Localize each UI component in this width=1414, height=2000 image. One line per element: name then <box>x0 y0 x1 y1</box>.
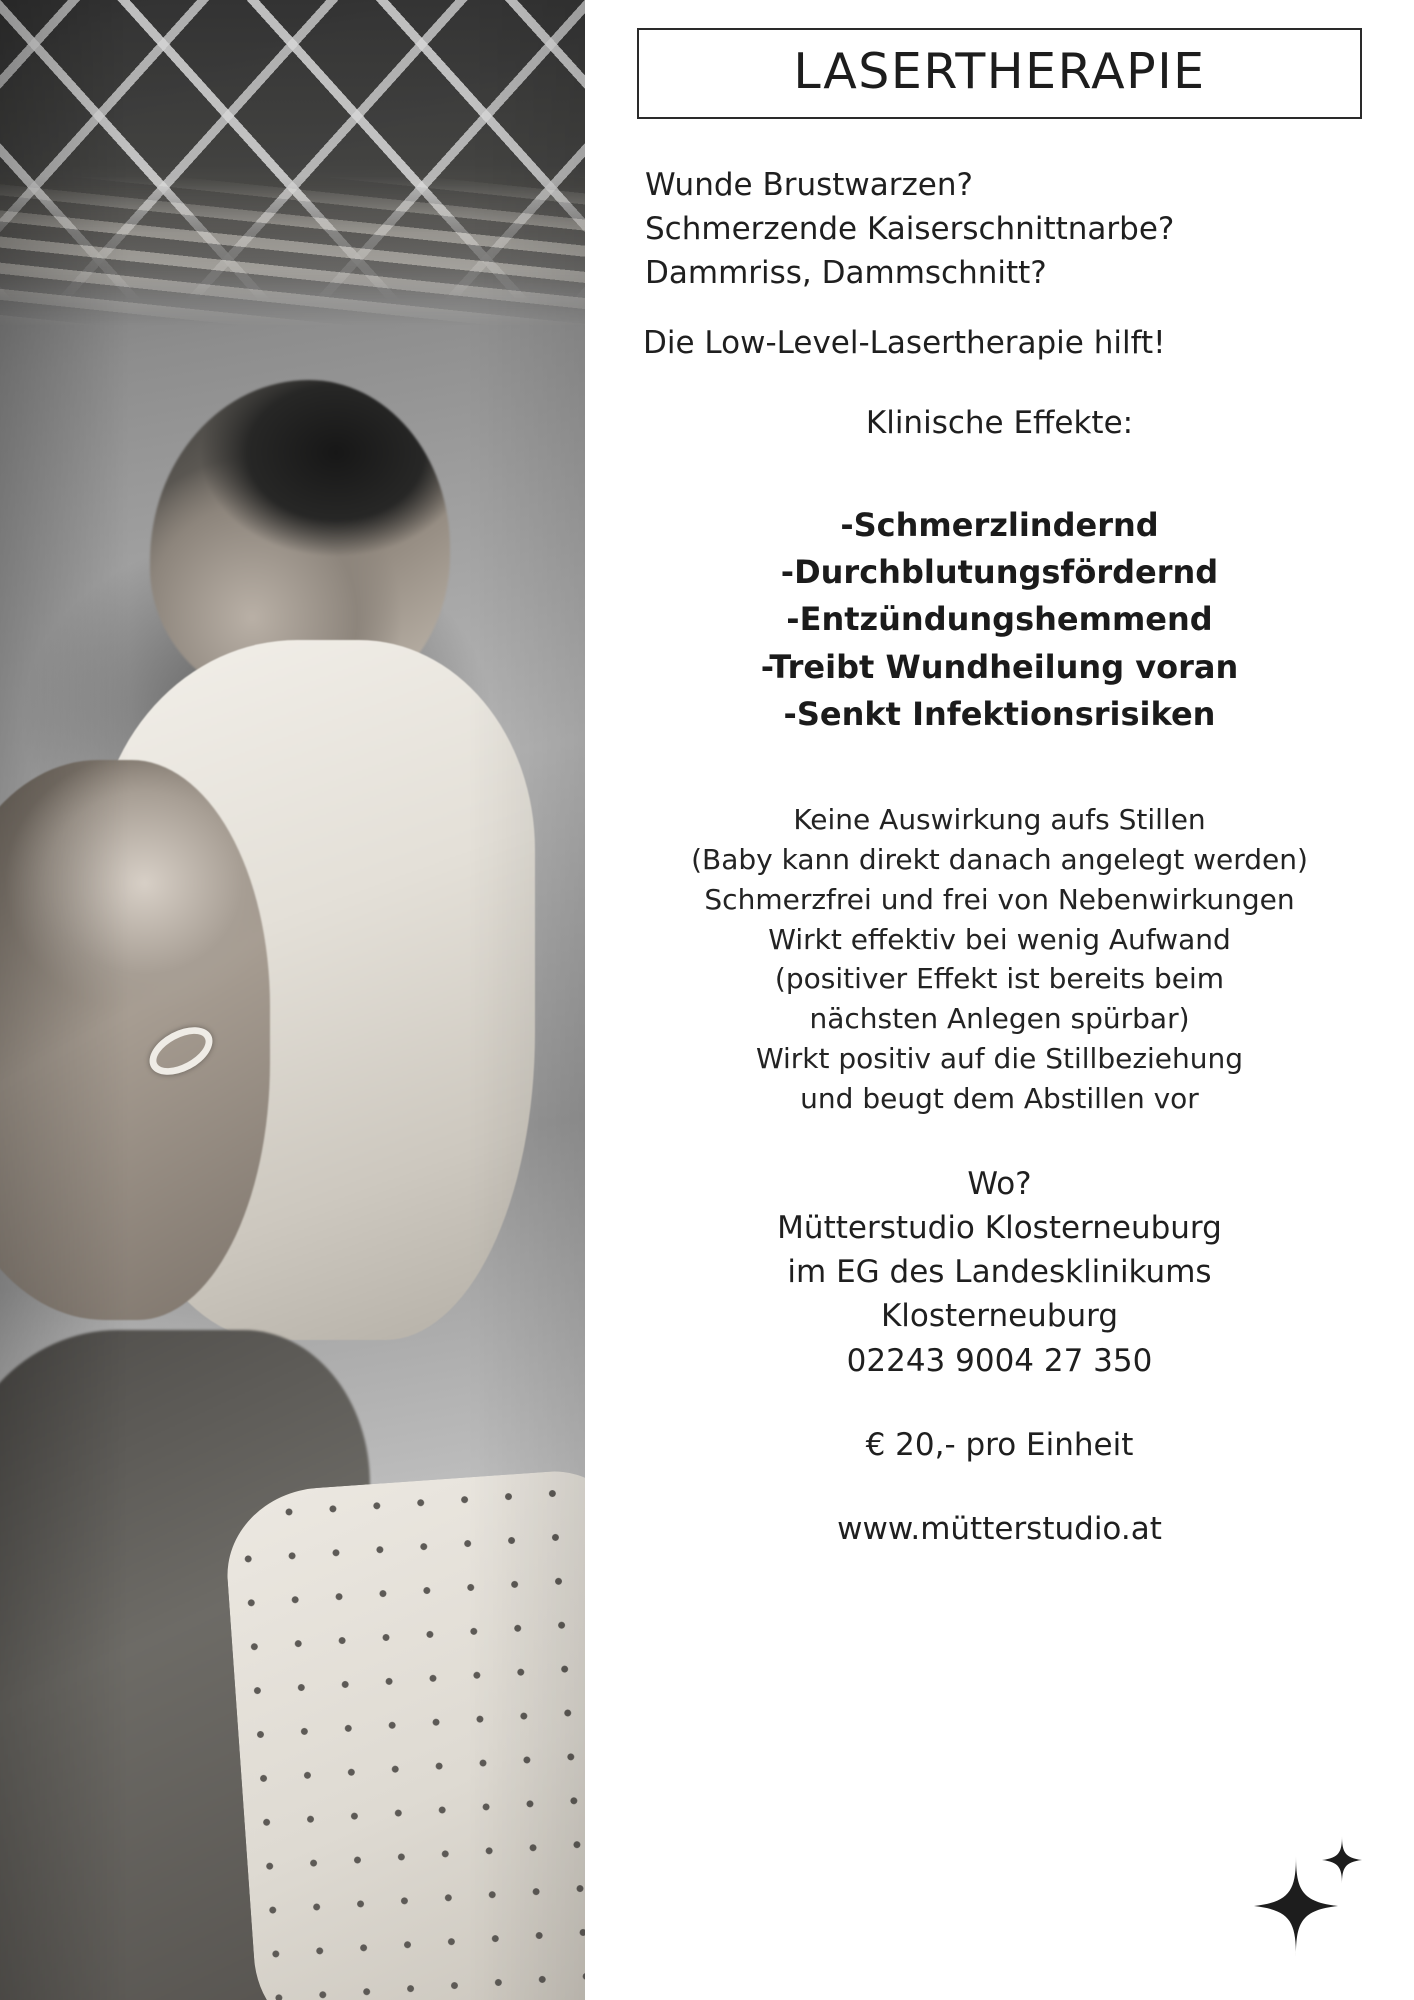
effect-item: -Durchblutungsfördernd <box>780 553 1219 591</box>
photo-vignette <box>0 0 585 2000</box>
benefit-line: (Baby kann direkt danach angelegt werden) <box>691 843 1308 877</box>
title-box <box>637 28 1362 119</box>
venue-address-line-1: im EG des Landesklinikums <box>787 1254 1212 1291</box>
benefit-line: und beugt dem Abstillen vor <box>800 1081 1199 1115</box>
phone-number[interactable]: 02243 9004 27 350 <box>846 1342 1153 1379</box>
venue-name: Mütterstudio Klosterneuburg <box>777 1210 1222 1247</box>
page-title: LASERTHERAPIE <box>793 43 1206 100</box>
effects-list <box>761 502 1238 739</box>
effect-item: -Senkt Infektionsrisiken <box>783 695 1216 734</box>
location-block <box>777 1162 1222 1382</box>
where-label: Wo? <box>967 1166 1032 1203</box>
helps-line: Die Low-Level-Lasertherapie hilft! <box>643 325 1166 362</box>
content-panel <box>585 0 1414 2000</box>
photo-panel <box>0 0 585 2000</box>
benefit-line: Wirkt effektiv bei wenig Aufwand <box>768 922 1231 956</box>
website-link[interactable]: www.mütterstudio.at <box>837 1510 1162 1547</box>
sparkle-icon <box>1250 1826 1370 1956</box>
question-2: Schmerzende Kaiserschnittnarbe? <box>645 211 1175 248</box>
benefits-list <box>691 800 1308 1118</box>
question-list <box>645 163 1174 295</box>
effect-item: -Entzündungshemmend <box>786 600 1213 639</box>
effects-heading: Klinische Effekte: <box>865 405 1134 442</box>
benefit-line: Wirkt positiv auf die Stillbeziehung <box>755 1041 1244 1075</box>
benefit-line: (positiver Effekt ist bereits beim <box>774 962 1225 996</box>
benefit-line: Keine Auswirkung aufs Stillen <box>793 803 1206 837</box>
benefit-line: Schmerzfrei und frei von Nebenwirkungen <box>704 882 1295 916</box>
benefit-line: nächsten Anlegen spürbar) <box>809 1002 1190 1036</box>
effect-item: -Treibt Wundheilung voran <box>760 647 1239 686</box>
question-1: Wunde Brustwarzen? <box>645 167 973 203</box>
price-text: € 20,- pro Einheit <box>865 1426 1134 1463</box>
question-3: Dammriss, Dammschnitt? <box>645 255 1047 292</box>
effect-item: -Schmerzlindernd <box>840 505 1159 544</box>
venue-address-line-2: Klosterneuburg <box>880 1298 1119 1335</box>
